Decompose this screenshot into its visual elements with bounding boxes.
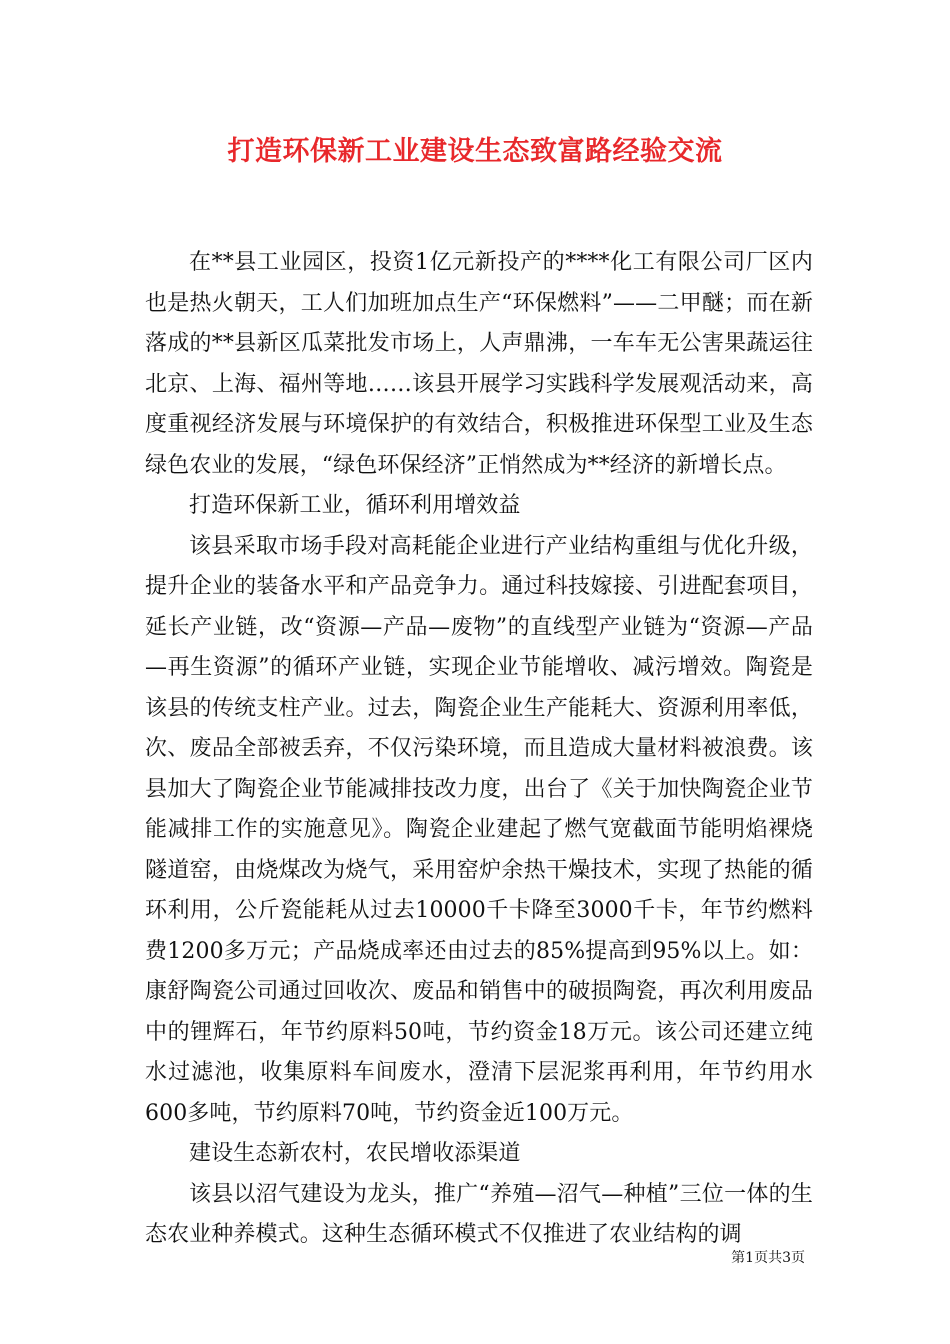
page-number: 第1页共3页 <box>731 1250 805 1266</box>
document-title: 打造环保新工业建设生态致富路经验交流 <box>227 136 723 167</box>
section-heading-agriculture: 建设生态新农村，农民增收添渠道 <box>189 1141 521 1166</box>
section-heading-industry: 打造环保新工业，循环利用增效益 <box>189 493 521 518</box>
paragraph-agriculture: 该县以沼气建设为龙头，推广“养殖—沼气—种植”三位一体的生态农业种养模式。这种生态循环模式不仅推进了农业结构的调 <box>145 1181 813 1247</box>
document-body <box>145 243 813 1256</box>
paragraph-intro: 在**县工业园区，投资1亿元新投产的****化工有限公司厂区内也是热火朝天，工人们加班加点生产“环保燃料”——二甲醚；而在新落成的**县新区瓜菜批发市场上，人声鼎沸，一车车无公害果蔬运往北京、上海、福州等地……该县开展学习实践科学发展观活动来，高度重视经济发展与环境保护的有效结合，积极推进环保型工业及生态绿色农业的发展，“绿色环保经济”正悄然成为**经济的新增长点。 <box>145 250 813 478</box>
paragraph-industry: 该县采取市场手段对高耗能企业进行产业结构重组与优化升级，提升企业的装备水平和产品竞争力。通过科技嫁接、引进配套项目，延长产业链，改“资源—产品—废物”的直线型产业链为“资源—产品—再生资源”的循环产业链，实现企业节能增收、减污增效。陶瓷是该县的传统支柱产业。过去，陶瓷企业生产能耗大、资源利用率低，次、废品全部被丢弃，不仅污染环境，而且造成大量材料被浪费。该县加大了陶瓷企业节能减排技改力度，出台了《关于加快陶瓷企业节能减排工作的实施意见》。陶瓷企业建起了燃气宽截面节能明焰裸烧隧道窑，由烧煤改为烧气，采用窑炉余热干燥技术，实现了热能的循环利用，公斤瓷能耗从过去10000千卡降至3000千卡，年节约燃料费1200多万元；产品烧成率还由过去的85%提高到95%以上。如：康舒陶瓷公司通过回收次、废品和销售中的破损陶瓷，再次利用废品中的锂辉石，年节约原料50吨，节约资金18万元。该公司还建立纯水过滤池，收集原料车间废水，澄清下层泥浆再利用，年节约用水600多吨，节约原料70吨，节约资金近100万元。 <box>145 533 813 1126</box>
